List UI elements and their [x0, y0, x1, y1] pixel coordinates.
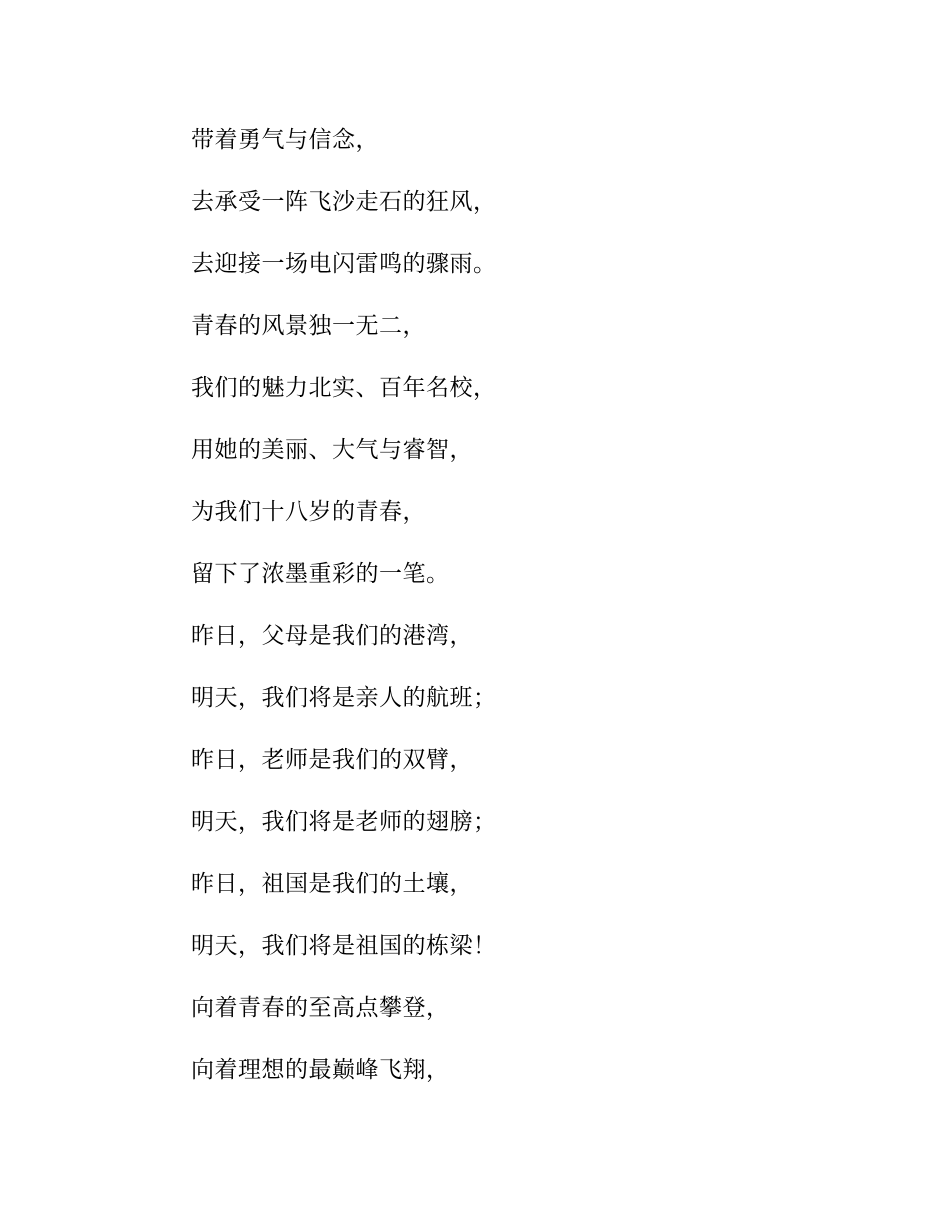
- poem-line: 为我们十八岁的青春，: [191, 499, 426, 525]
- poem-line: 明天，我们将是老师的翅膀；: [191, 809, 497, 835]
- poem-line: 用她的美丽、大气与睿智，: [191, 437, 473, 463]
- poem-text: [191, 122, 497, 1114]
- poem-line: 带着勇气与信念，: [191, 127, 379, 153]
- poem-line: 昨日，老师是我们的双臂，: [191, 747, 473, 773]
- poem-line: 我们的魅力北实、百年名校，: [191, 375, 497, 401]
- poem-line: 青春的风景独一无二，: [191, 313, 426, 339]
- poem-line: 明天，我们将是祖国的栋梁！: [191, 933, 497, 959]
- poem-line: 向着青春的至高点攀登，: [191, 995, 450, 1021]
- poem-line: 去迎接一场电闪雷鸣的骤雨。: [191, 251, 497, 277]
- poem-line: 留下了浓墨重彩的一笔。: [191, 561, 450, 587]
- poem-line: 向着理想的最巅峰飞翔，: [191, 1057, 450, 1083]
- poem-line: 昨日，祖国是我们的土壤，: [191, 871, 473, 897]
- poem-line: 明天，我们将是亲人的航班；: [191, 685, 497, 711]
- poem-line: 去承受一阵飞沙走石的狂风，: [191, 189, 497, 215]
- poem-line: 昨日，父母是我们的港湾，: [191, 623, 473, 649]
